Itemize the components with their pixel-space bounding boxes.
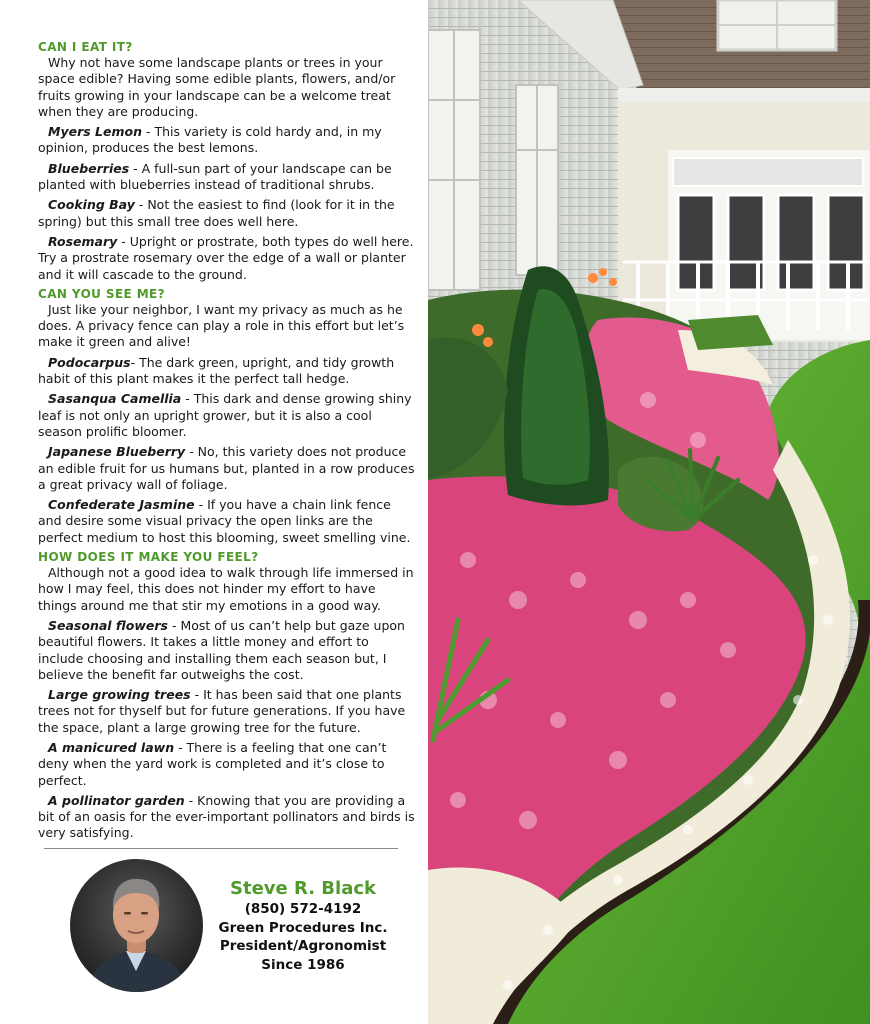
- plant-item: [38, 161, 418, 194]
- section-heading: HOW DOES IT MAKE YOU FEEL?: [38, 550, 259, 565]
- plant-item: [38, 497, 418, 546]
- plant-name: Blueberries: [48, 160, 130, 176]
- plant-description: - No, this variety does not produce an edible fruit for us humans but, planted in a row produces a great privacy wall of foliage.: [38, 444, 415, 492]
- plant-description: - Not the easiest to find (look for it in the spring) but this small tree does well here.: [38, 197, 395, 229]
- plant-item: [38, 444, 418, 493]
- plant-item: [38, 740, 418, 789]
- article-body: [38, 40, 418, 846]
- garden-photo: [428, 0, 870, 1024]
- author-contact: [205, 878, 401, 974]
- section-can-you-see-me: [38, 287, 418, 546]
- plant-item: [38, 391, 418, 440]
- divider-line: [44, 848, 398, 849]
- author-company: Green Procedures Inc.: [218, 919, 388, 936]
- plant-description: - A full-sun part of your landscape can be planted with blueberries instead of traditional shrubs.: [38, 160, 392, 193]
- plant-item: [38, 197, 418, 230]
- author-phone: (850) 572-4192: [244, 901, 362, 917]
- plant-description: - It has been said that one plants trees not for thyself but for future generations. If you have the space, plant a large growing tree for the future.: [38, 687, 406, 735]
- author-since: Since 1986: [261, 956, 345, 973]
- plant-item: [38, 687, 418, 736]
- plant-item: [38, 124, 418, 157]
- plant-name: Seasonal flowers: [48, 617, 168, 633]
- garden-illustration: [428, 0, 870, 1024]
- section-intro: Although not a good idea to walk through life immersed in how I may feel, this does not hinder my effort to have things around me that stir my emotions in a good way.: [38, 565, 414, 613]
- plant-description: - If you have a chain link fence and desire some visual privacy the open links are the perfect medium to host this blooming, sweet smelling vine.: [38, 497, 411, 545]
- plant-item: [38, 234, 418, 283]
- plant-name: Myers Lemon: [48, 124, 142, 140]
- author-title: President/Agronomist: [219, 938, 387, 954]
- author-portrait: [70, 859, 203, 992]
- plant-name: Sasanqua Camellia: [48, 391, 182, 407]
- article-column: [0, 0, 428, 1024]
- plant-description: - There is a feeling that one can’t deny when the yard work is completed and it’s close to perfect.: [38, 739, 387, 788]
- plant-name: A pollinator garden: [48, 792, 185, 808]
- author-name: Steve R. Black: [230, 878, 376, 899]
- plant-description: - Knowing that you are providing a bit of an oasis for the ever-important pollinators and birds is very satisfying.: [38, 792, 415, 841]
- portrait-illustration: [70, 859, 203, 992]
- plant-name: Cooking Bay: [48, 197, 135, 213]
- plant-description: - The dark green, upright, and tidy growth habit of this plant makes it the perfect tall hedge.: [38, 354, 395, 387]
- plant-name: Podocarpus: [48, 354, 131, 370]
- plant-name: Confederate Jasmine: [48, 497, 195, 513]
- section-intro: Why not have some landscape plants or trees in your space edible? Having some edible plants, flowers, and/or fruits growing in your landscape can be a welcome treat when they are producing.: [38, 55, 396, 119]
- plant-name: A manicured lawn: [48, 739, 175, 755]
- section-heading: CAN YOU SEE ME?: [38, 286, 166, 301]
- plant-description: - Upright or prostrate, both types do well here. Try a prostrate rosemary over the edge of a wall or planter and it will cascade to the ground.: [38, 233, 414, 282]
- plant-item: [38, 793, 418, 842]
- plant-name: Rosemary: [48, 233, 118, 249]
- plant-name: Japanese Blueberry: [48, 444, 186, 460]
- plant-description: - This dark and dense growing shiny leaf is not only an upright grower, but it is also a cool season prolific bloomer.: [38, 391, 412, 439]
- plant-item: [38, 618, 418, 683]
- plant-item: [38, 355, 418, 388]
- plant-description: - This variety is cold hardy and, in my opinion, produces the best lemons.: [38, 124, 382, 156]
- plant-name: Large growing trees: [48, 687, 191, 703]
- section-can-i-eat-it: [38, 40, 418, 283]
- plant-description: - Most of us can’t help but gaze upon beautiful flowers. It takes a little money and effort to include choosing and installing them each season but, I believe the benefit far outweighs the cost.: [38, 617, 405, 682]
- section-heading: CAN I EAT IT?: [38, 40, 133, 54]
- section-intro: Just like your neighbor, I want my privacy as much as he does. A privacy fence can play a role in this effort but let’s make it green and alive!: [38, 301, 405, 350]
- section-how-does-it-make-you-feel: [38, 550, 418, 842]
